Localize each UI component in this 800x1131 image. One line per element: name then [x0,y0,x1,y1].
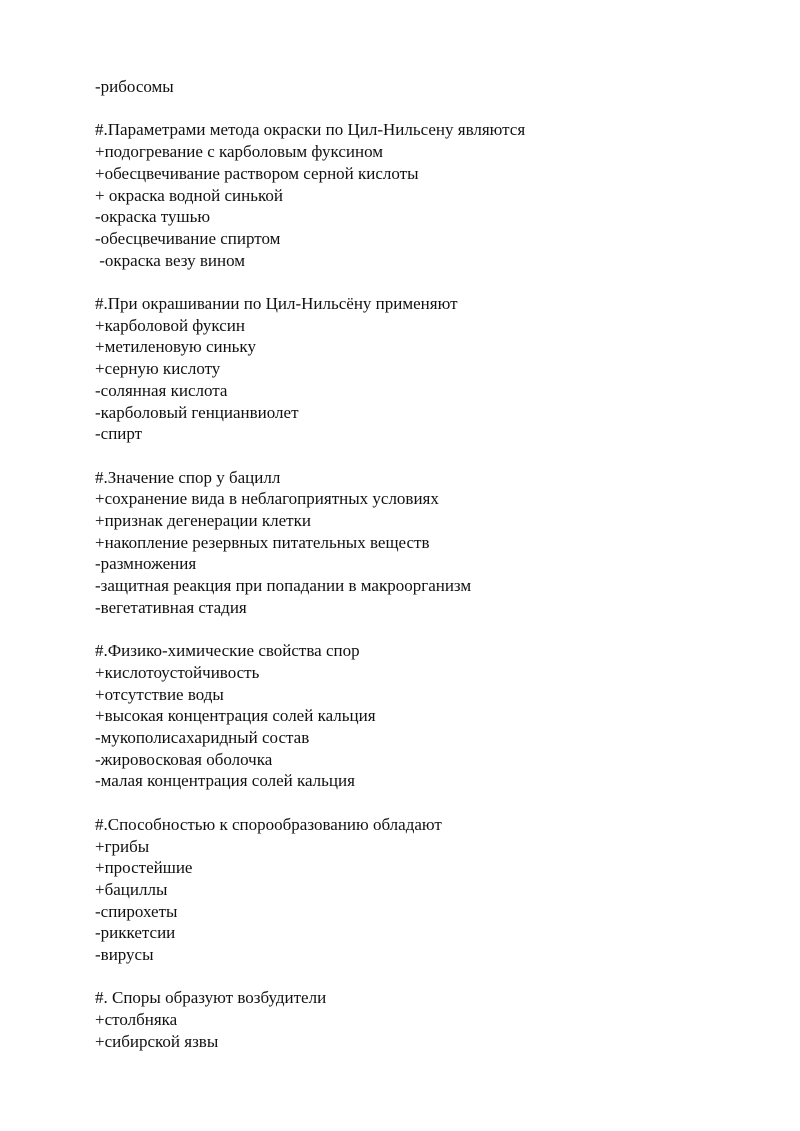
question-text: #.При окрашивании по Цил-Нильсёну применяют [95,294,458,313]
answer-option: -солянная кислота [95,380,228,400]
answer-option: +бациллы [95,879,168,899]
answer-option: -риккетсии [95,923,176,943]
answer-option: +простейшие [95,858,193,878]
answer-option: -окраска тушью [95,207,211,227]
answer-option: +столбняка [95,1010,178,1030]
question-block-3 [95,467,760,619]
answer-option: +подогревание с карболовым фуксином [95,142,384,162]
answer-option: +кислотоустойчивость [95,662,260,682]
answer-option: +сохранение вида в неблагоприятных условиях [95,489,439,509]
answer-option: +высокая концентрация солей кальция [95,706,376,726]
question-text: #.Параметрами метода окраски по Цил-Нильсену являются [95,120,526,140]
answer-option: +обесцвечивание раствором серной кислоты [95,163,419,183]
question-block-4 [95,640,760,792]
answer-option: +грибы [95,836,150,856]
answer-option: -вегетативная стадия [95,597,247,617]
question-block-5 [95,814,760,966]
answer-option: +накопление резервных питательных веществ [95,532,430,552]
answer-option: -защитная реакция при попадании в макроорганизм [95,576,472,596]
answer-option: + окраска водной синькой [95,185,283,205]
question-text: #.Физико-химические свойства спор [95,641,360,661]
question-block-2 [95,293,760,445]
answer-option: -обесцвечивание спиртом [95,228,281,248]
answer-option: -малая концентрация солей кальция [95,771,355,791]
question-text: #. Споры образуют возбудители [95,988,327,1008]
answer-option: -размножения [95,554,197,574]
answer-option: -вирусы [95,945,154,965]
question-text: #.Способностью к спорообразованию обладают [95,814,442,834]
answer-option: -спирт [95,424,143,444]
answer-option: +признак дегенерации клетки [95,511,311,531]
answer-option: -рибосомы [95,77,174,96]
question-block-1 [95,119,760,271]
answer-option: -жировосковая оболочка [95,749,273,769]
answer-option: -мукополисахаридный состав [95,728,310,748]
answer-option: +карболовой фуксин [95,315,245,335]
answer-option: -карболовый генцианвиолет [95,402,299,422]
answer-block-0 [95,76,760,98]
answer-option: +сибирской язвы [95,1031,219,1051]
answer-option: +метиленовую синьку [95,337,256,357]
answer-option: -окраска везу вином [95,250,246,270]
answer-option: +отсутствие воды [95,684,224,704]
question-block-6 [95,987,760,1052]
question-text: #.Значение спор у бацилл [95,467,281,487]
answer-option: +серную кислоту [95,359,221,379]
answer-option: -спирохеты [95,901,178,921]
